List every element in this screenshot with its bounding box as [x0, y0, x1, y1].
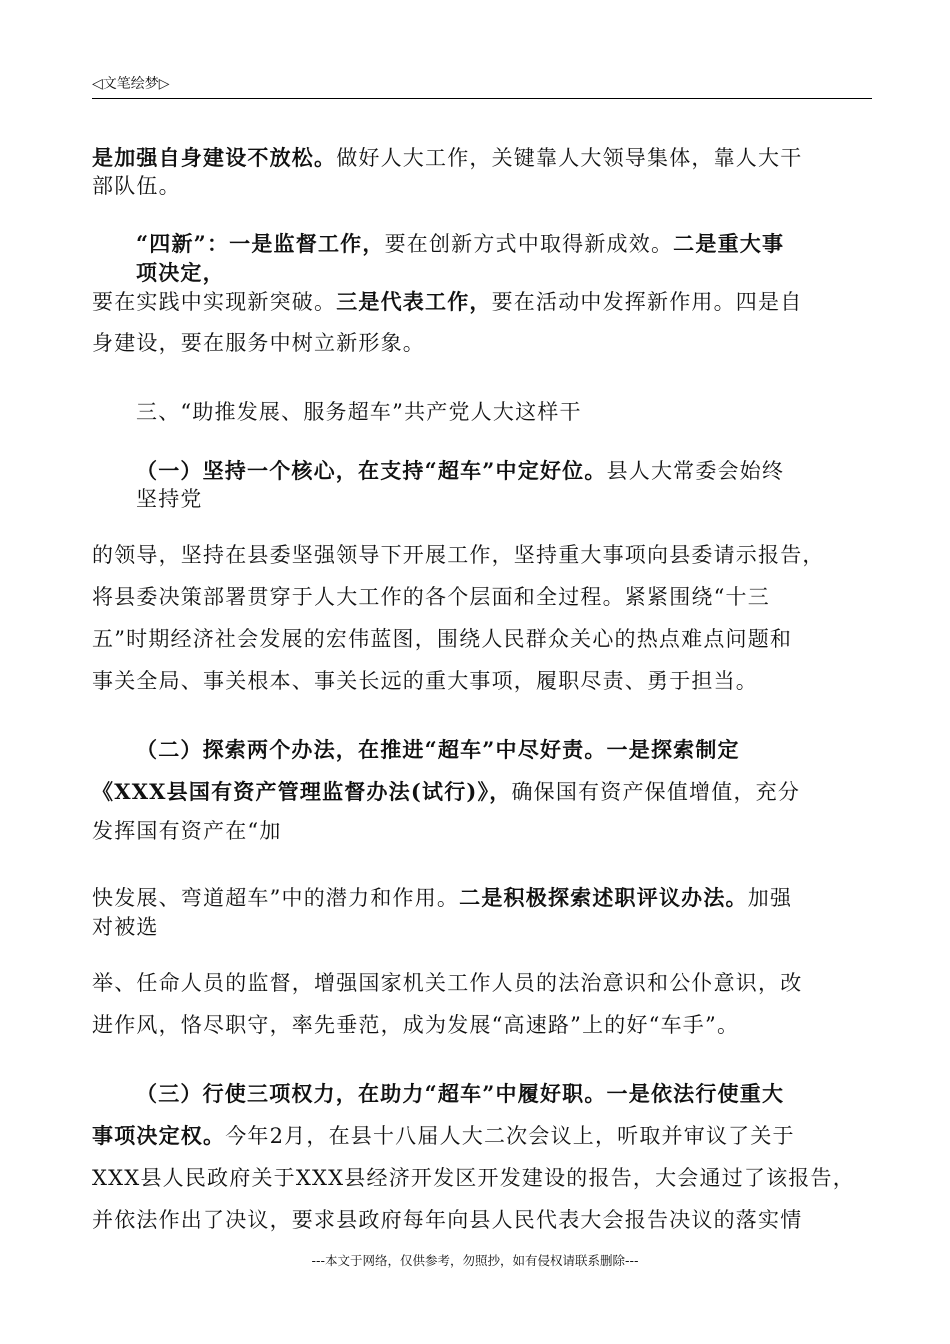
text-line: 的领导，坚持在县委坚强领导下开展工作，坚持重大事项向县委请示报告，: [92, 543, 825, 567]
text-line: 是加强自身建设不放松。做好人大工作，关键靠人大领导集体，靠人大干: [92, 145, 803, 170]
text-line: 并依法作出了决议，要求县政府每年向县人民代表大会报告决议的落实情: [92, 1208, 803, 1232]
text-line: 身建设，要在服务中树立新形象。: [92, 331, 425, 355]
text-line: 事关全局、事关根本、事关长远的重大事项，履职尽责、勇于担当。: [92, 669, 758, 693]
text-line: 五”时期经济社会发展的宏伟蓝图，围绕人民群众关心的热点难点问题和: [92, 627, 793, 651]
page-footer: [0, 1251, 950, 1269]
footer-text: ---本文于网络，仅供参考，勿照抄，如有侵权请联系删除---: [311, 1253, 639, 1268]
text-line: “四新”：一是监督工作，要在创新方式中取得新成效。二是重大事: [136, 231, 785, 256]
section-heading: 三、“助推发展、服务超车”共产党人大这样干: [136, 400, 582, 424]
text-line: 对被选: [92, 915, 159, 939]
text-line: 将县委决策部署贯穿于人大工作的各个层面和全过程。紧紧围绕“十三: [92, 585, 770, 609]
text-line: 项决定，: [136, 260, 225, 285]
text-line: 要在实践中实现新突破。三是代表工作，要在活动中发挥新作用。四是自: [92, 289, 803, 314]
text-line: （一）坚持一个核心，在支持“超车”中定好位。县人大常委会始终: [136, 458, 785, 483]
text-line: 举、任命人员的监督，增强国家机关工作人员的法治意识和公仆意识，改: [92, 971, 803, 995]
page-header: [92, 74, 872, 99]
text-line: 事项决定权。今年2月，在县十八届人大二次会议上，听取并审议了关于: [92, 1123, 795, 1148]
text-line: 进作风，恪尽职守，率先垂范，成为发展“高速路”上的好“车手”。: [92, 1013, 740, 1037]
text-line: 发挥国有资产在“加: [92, 819, 282, 843]
text-line: 坚持党: [136, 487, 203, 511]
text-line: （三）行使三项权力，在助力“超车”中履好职。一是依法行使重大: [136, 1081, 785, 1106]
text-line: 快发展、弯道超车”中的潜力和作用。二是积极探索述职评议办法。加强: [92, 885, 793, 910]
text-line: XXX县人民政府关于XXX县经济开发区开发建设的报告，大会通过了该报告，: [92, 1166, 855, 1190]
text-line: 部队伍。: [92, 174, 181, 198]
text-line: （二）探索两个办法，在推进“超车”中尽好责。一是探索制定: [136, 737, 740, 762]
header-title: ◁文笔绘梦▷: [92, 76, 170, 92]
text-line: 《XXX县国有资产管理监督办法(试行)》，确保国有资产保值增值，充分: [92, 779, 801, 804]
